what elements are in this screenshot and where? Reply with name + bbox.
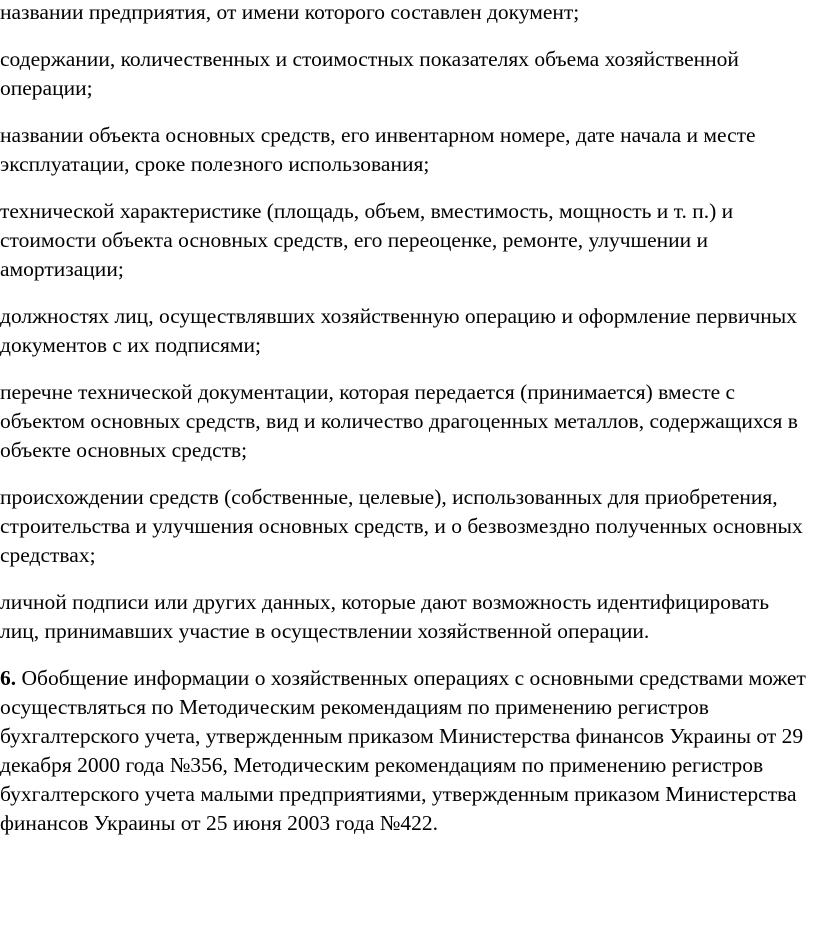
paragraph-funds-origin: происхождении средств (собственные, целевые), использованных для приобретения, строительства и улучшения основных средств, и о безвозмездно полученных основных средствах; (0, 485, 803, 567)
paragraph-technical-characteristics: технической характеристике (площадь, объем, вместимость, мощность и т. п.) и стоимости объекта основных средств, его переоценке, ремонте, улучшении и амортизации; (0, 199, 734, 281)
paragraph-positions: должностях лиц, осуществлявших хозяйственную операцию и оформление первичных документов с их подписями; (0, 304, 797, 357)
section-number: 6. (0, 666, 17, 690)
paragraph-asset-name: названии объекта основных средств, его инвентарном номере, дате начала и месте эксплуатации, сроке полезного использования; (0, 123, 756, 176)
paragraph-personal-signature: личной подписи или других данных, которые дают возможность идентифицировать лиц, принимавших участие в осуществлении хозяйственной операции. (0, 590, 770, 643)
paragraph-technical-documentation: перечне технической документации, которая передается (принимается) вместе с объектом основных средств, вид и количество драгоценных металлов, содержащихся в объекте основных средств; (0, 380, 798, 462)
section-6-paragraph (0, 664, 812, 838)
paragraph-operation-content: содержании, количественных и стоимостных показателях объема хозяйственной операции; (0, 47, 739, 100)
paragraph-enterprise-name: названии предприятия, от имени которого составлен документ; (0, 0, 580, 24)
section-6-text: Обобщение информации о хозяйственных операциях с основными средствами может осуществляться по Методическим рекомендациям по применению регистров бухгалтерского учета, утвержденным приказом Министерства финансов Украины от 29 декабря 2000 года №356, Методическим рекомендациям по применению регистров бухгалтерского учета малыми предприятиями, утвержденным приказом Министерства финансов Украины от 25 июня 2003 года №422. (0, 666, 806, 835)
